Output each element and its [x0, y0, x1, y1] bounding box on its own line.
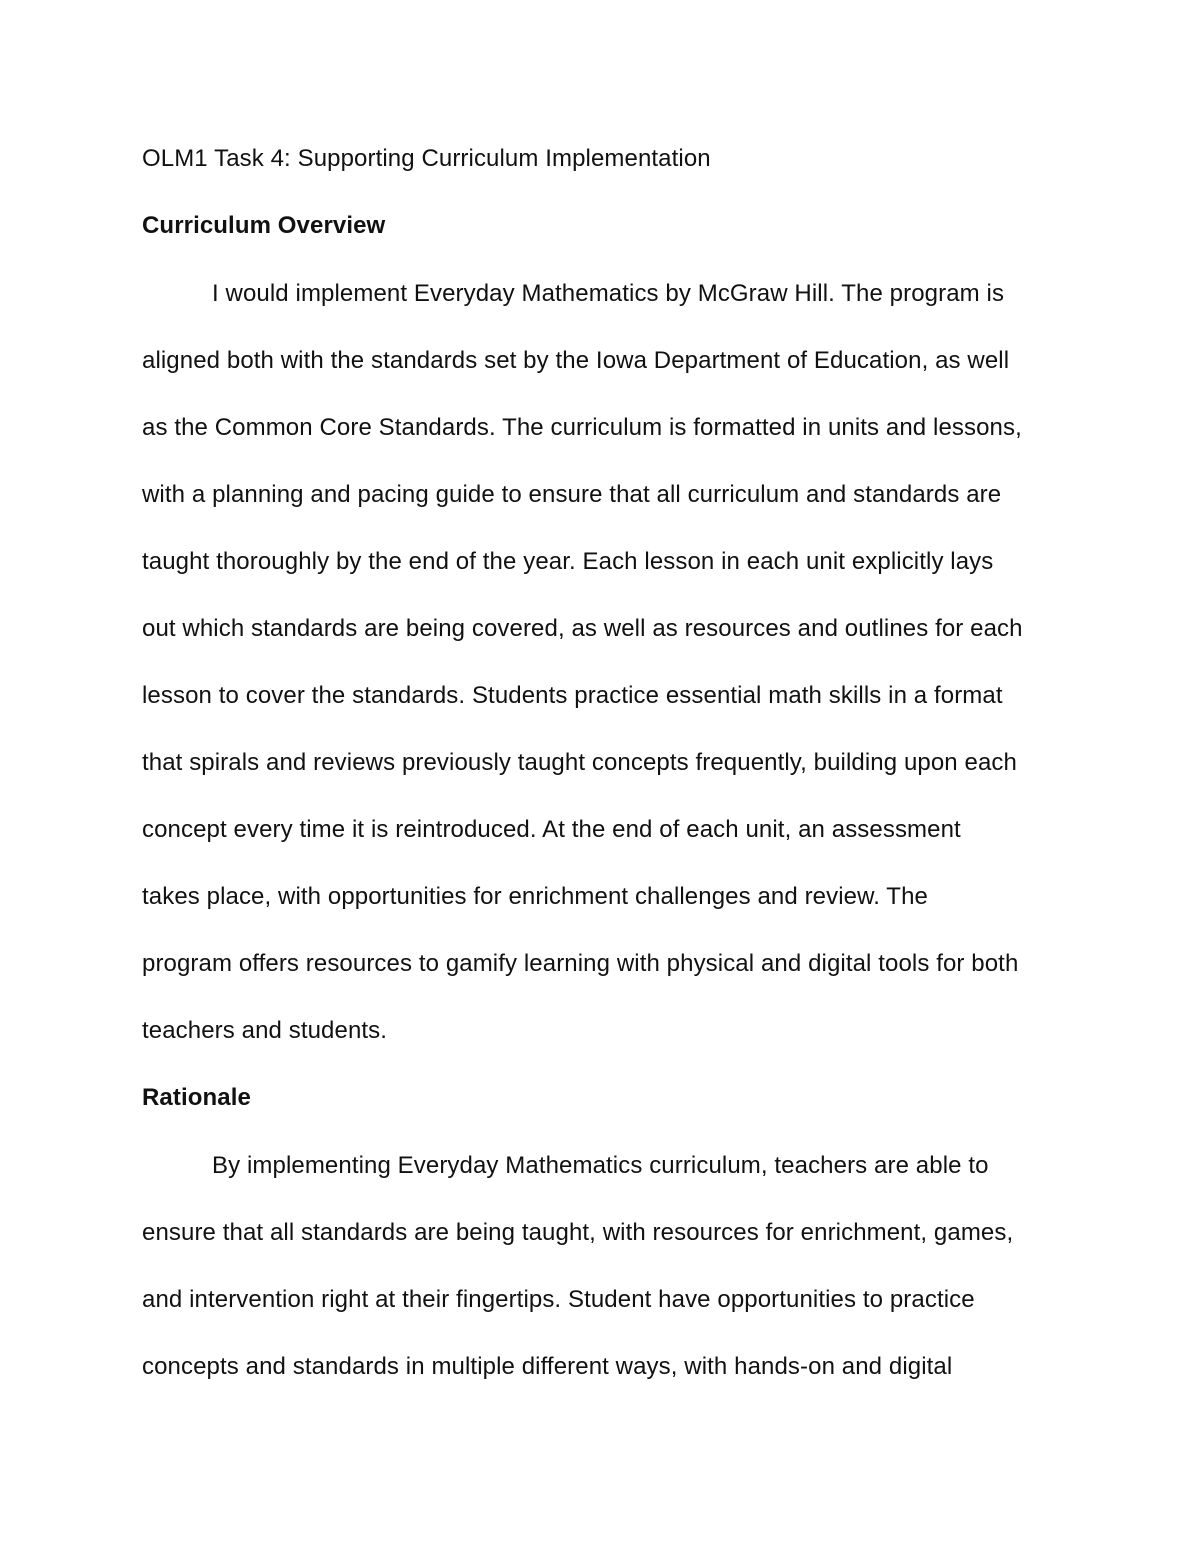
paragraph-line: taught thoroughly by the end of the year. Each lesson in each unit explicitly lays — [142, 548, 994, 575]
paragraph-line: aligned both with the standards set by the Iowa Department of Education, as well — [142, 347, 1010, 374]
section-heading-rationale: Rationale — [142, 1084, 251, 1111]
section-heading-curriculum-overview: Curriculum Overview — [142, 212, 386, 239]
paragraph-line: with a planning and pacing guide to ensure that all curriculum and standards are — [142, 481, 1002, 508]
paragraph-line: program offers resources to gamify learning with physical and digital tools for both — [142, 950, 1019, 977]
paragraph-line: and intervention right at their fingertips. Student have opportunities to practice — [142, 1286, 975, 1313]
paragraph-line: ensure that all standards are being taught, with resources for enrichment, games, — [142, 1219, 1014, 1246]
paragraph-line: that spirals and reviews previously taught concepts frequently, building upon each — [142, 749, 1017, 776]
paragraph-line: By implementing Everyday Mathematics curriculum, teachers are able to — [212, 1152, 989, 1179]
paragraph-line: I would implement Everyday Mathematics by McGraw Hill. The program is — [212, 280, 1005, 307]
paragraph-line: as the Common Core Standards. The curriculum is formatted in units and lessons, — [142, 414, 1022, 441]
paragraph-line: lesson to cover the standards. Students practice essential math skills in a format — [142, 682, 1003, 709]
paragraph-line: teachers and students. — [142, 1017, 388, 1044]
paragraph-line: concept every time it is reintroduced. At the end of each unit, an assessment — [142, 816, 961, 843]
paragraph-line: out which standards are being covered, as well as resources and outlines for each — [142, 615, 1023, 642]
paragraph-line: takes place, with opportunities for enrichment challenges and review. The — [142, 883, 928, 910]
paragraph-line: concepts and standards in multiple different ways, with hands-on and digital — [142, 1353, 953, 1380]
document-title: OLM1 Task 4: Supporting Curriculum Implementation — [142, 145, 711, 172]
